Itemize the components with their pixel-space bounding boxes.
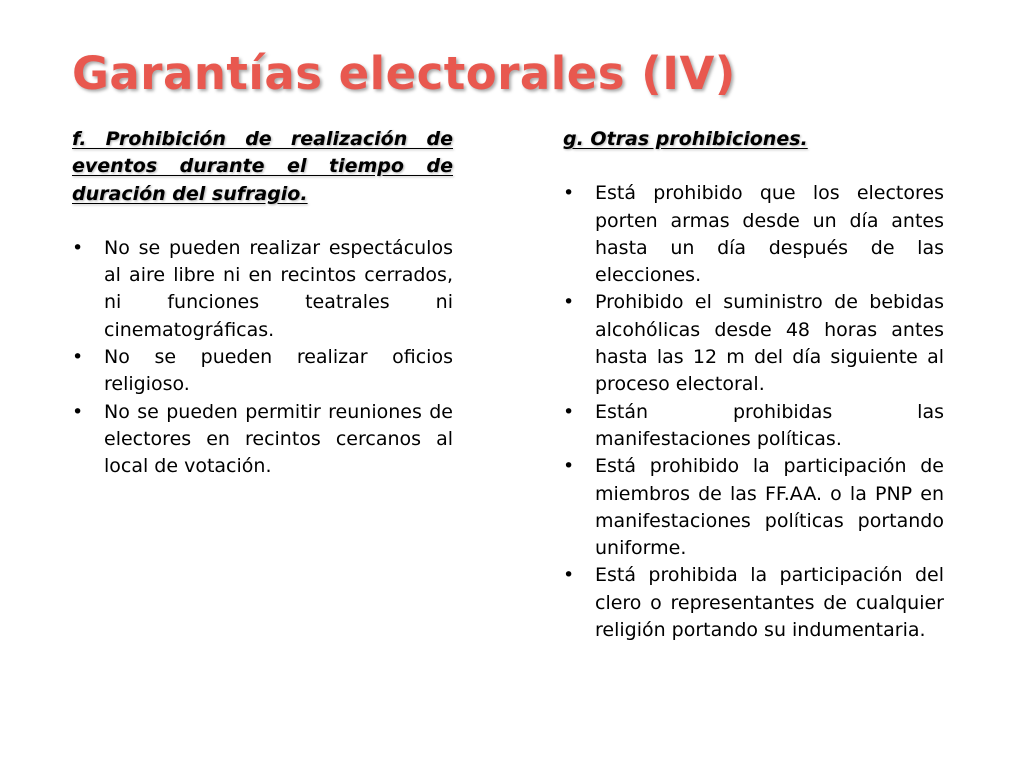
list-item-text: No se pueden realizar espectáculos al aire libre ni en recintos cerrados, ni funciones teatrales ni cinematográficas. <box>104 236 453 341</box>
list-item-text: Está prohibida la participación del clero o representantes de cualquier religión portando su indumentaria. <box>595 564 944 642</box>
list-item <box>563 562 944 644</box>
bullet-icon: • <box>563 182 575 205</box>
left-column-heading: f. Prohibición de realización de eventos durante el tiempo de duración del sufragio. <box>72 128 453 205</box>
list-item <box>72 399 453 481</box>
bullet-icon: • <box>72 346 84 369</box>
list-item <box>563 453 944 562</box>
right-column <box>563 126 944 644</box>
list-item-text: Está prohibido que los electores porten armas desde un día antes hasta un día después de las elecciones. <box>595 182 944 287</box>
list-item-text: Están prohibidas las manifestaciones políticas. <box>595 400 944 450</box>
list-item-text: No se pueden realizar oficios religioso. <box>104 346 453 396</box>
bullet-icon: • <box>563 564 575 587</box>
list-item-text: No se pueden permitir reuniones de electores en recintos cercanos al local de votación. <box>104 400 453 478</box>
right-bullet-list <box>563 180 944 644</box>
list-item <box>563 180 944 289</box>
list-item <box>72 344 453 399</box>
list-item-text: Prohibido el suministro de bebidas alcohólicas desde 48 horas antes hasta las 12 m del día siguiente al proceso electoral. <box>595 291 944 396</box>
bullet-icon: • <box>72 400 84 423</box>
left-bullet-list <box>72 235 453 481</box>
list-item <box>72 235 453 344</box>
list-item <box>563 399 944 454</box>
list-item-text: Está prohibido la participación de miembros de las FF.AA. o la PNP en manifestaciones políticas portando uniforme. <box>595 455 944 560</box>
left-column <box>72 126 453 481</box>
bullet-icon: • <box>72 236 84 259</box>
list-item <box>563 289 944 398</box>
bullet-icon: • <box>563 291 575 314</box>
right-column-heading: g. Otras prohibiciones. <box>563 128 808 150</box>
bullet-icon: • <box>563 400 575 423</box>
bullet-icon: • <box>563 455 575 478</box>
slide-title: Garantías electorales (IV) <box>72 47 736 100</box>
